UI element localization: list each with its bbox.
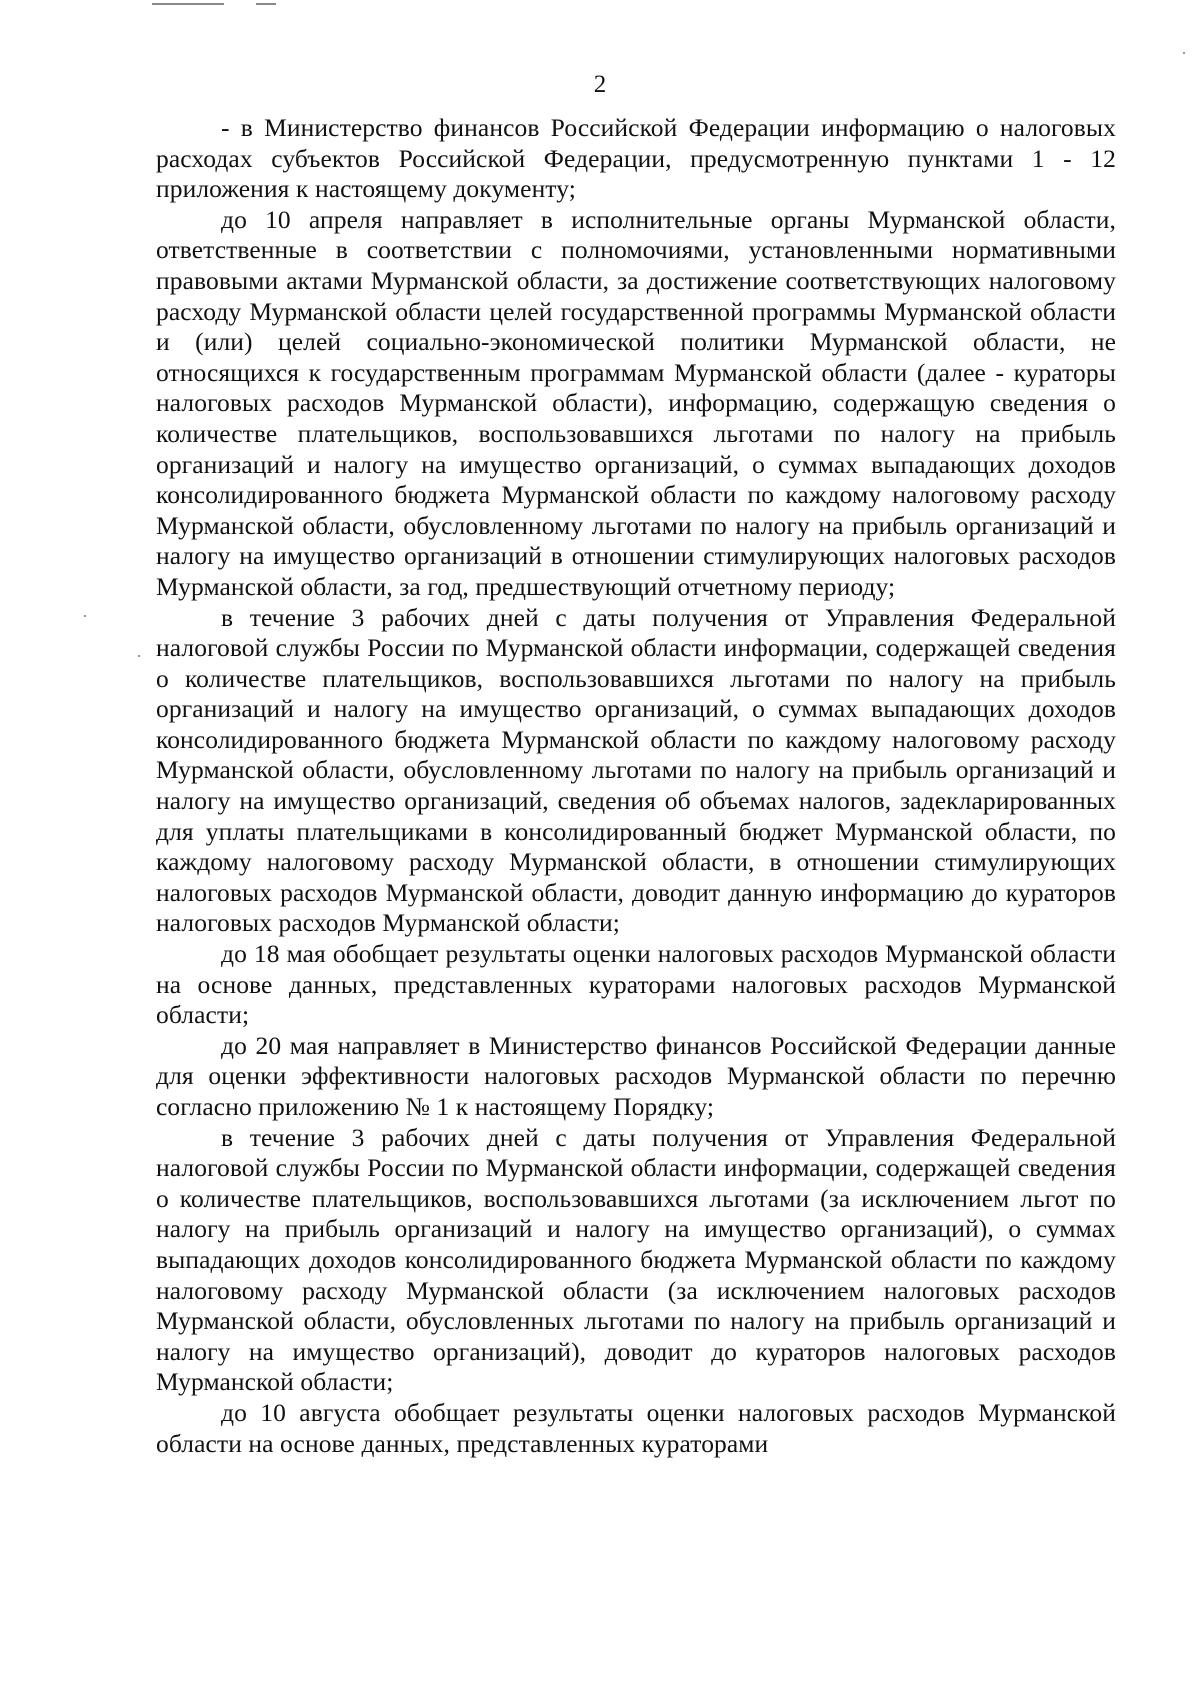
scan-speck	[1183, 52, 1185, 54]
scan-speck	[84, 615, 86, 617]
page-number: 2	[593, 71, 607, 98]
scan-speck	[138, 655, 140, 657]
scan-artifact-line	[256, 3, 276, 5]
paragraph: в течение 3 рабочих дней с даты получения от Управления Федеральной налоговой службы России по Мурманской области информации, содержащей сведения о количестве плательщиков, воспользовавшихся льготами по налогу на прибыль организаций и налогу на имущество организаций, о суммах выпадающих доходов консолидированного бюджета Мурманской области по каждому налоговому расходу Мурманской области, обусловленному льготами по налогу на прибыль организаций и налогу на имущество организаций, сведения об объемах налогов, задекларированных для уплаты плательщиками в консолидированный бюджет Мурманской области, по каждому налоговому расходу Мурманской области, в отношении стимулирующих налоговых расходов Мурманской области, доводит данную информацию до кураторов налоговых расходов Мурманской области;	[156, 602, 1116, 938]
paragraph: до 10 апреля направляет в исполнительные органы Мурманской области, ответственные в соответствии с полномочиями, установленными нормативными правовыми актами Мурманской области, за достижение соответствующих налоговому расходу Мурманской области целей государственной программы Мурманской области и (или) целей социально-экономической политики Мурманской области, не относящихся к государственным программам Мурманской области (далее - кураторы налоговых расходов Мурманской области), информацию, содержащую сведения о количестве плательщиков, воспользовавшихся льготами по налогу на прибыль организаций и налогу на имущество организаций, о суммах выпадающих доходов консолидированного бюджета Мурманской области по каждому налоговому расходу Мурманской области, обусловленному льготами по налогу на прибыль организаций и налогу на имущество организаций в отношении стимулирующих налоговых расходов Мурманской области, за год, предшествующий отчетному периоду;	[156, 204, 1116, 601]
paragraph: до 18 мая обобщает результаты оценки налоговых расходов Мурманской области на основе данных, представленных кураторами налоговых расходов Мурманской области;	[156, 939, 1116, 1030]
paragraph: до 20 мая направляет в Министерство финансов Российской Федерации данные для оценки эффективности налоговых расходов Мурманской области по перечню согласно приложению № 1 к настоящему Порядку;	[156, 1030, 1116, 1121]
scan-artifact-line	[152, 3, 224, 5]
paragraph: до 10 августа обобщает результаты оценки налоговых расходов Мурманской области на основе данных, представленных кураторами	[156, 1397, 1116, 1458]
document-body	[156, 113, 1116, 1459]
paragraph: в течение 3 рабочих дней с даты получения от Управления Федеральной налоговой службы России по Мурманской области информации, содержащей сведения о количестве плательщиков, воспользовавшихся льготами (за исключением льгот по налогу на прибыль организаций и налогу на имущество организаций), о суммах выпадающих доходов консолидированного бюджета Мурманской области по каждому налоговому расходу Мурманской области (за исключением налоговых расходов Мурманской области, обусловленных льготами по налогу на прибыль организаций и налогу на имущество организаций), доводит до кураторов налоговых расходов Мурманской области;	[156, 1122, 1116, 1397]
paragraph: - в Министерство финансов Российской Федерации информацию о налоговых расходах субъектов Российской Федерации, предусмотренную пунктами 1 - 12 приложения к настоящему документу;	[156, 113, 1116, 204]
